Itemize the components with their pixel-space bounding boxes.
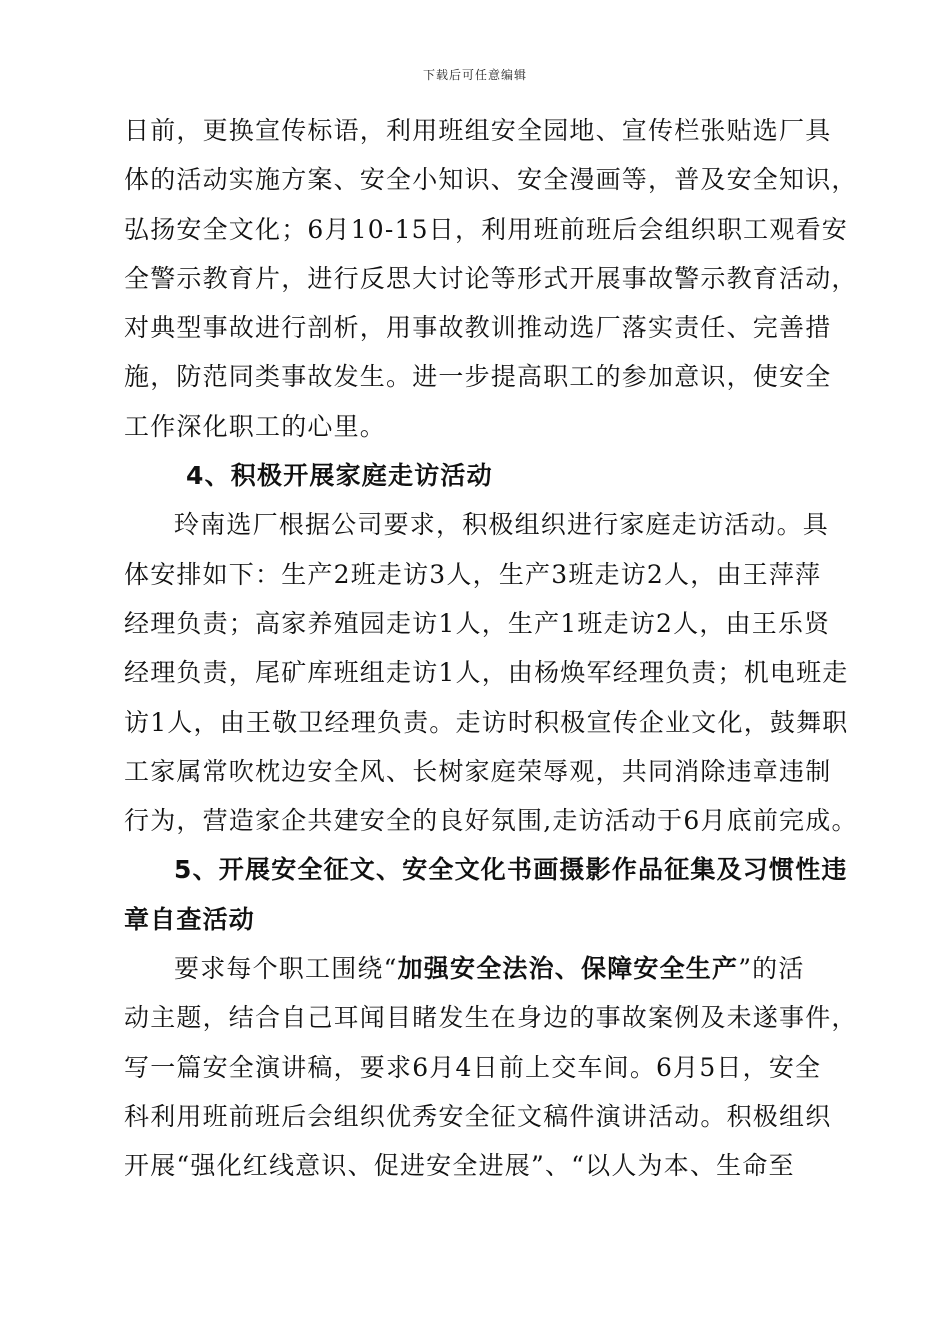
paragraph-line: 弘扬安全文化；6月10-15日，利用班前班后会组织职工观看安 (124, 214, 848, 244)
paragraph-line: 施，防范同类事故发生。进一步提高职工的参加意识，使安全 (124, 362, 832, 392)
paragraph-line: 玲南选厂根据公司要求，积极组织进行家庭走访活动。具 (174, 510, 830, 540)
header-note: 下载后可任意编辑 (422, 68, 527, 82)
paragraph-line: 体的活动实施方案、安全小知识、安全漫画等，普及安全知识， (124, 165, 858, 195)
paragraph-line: 经理负责；高家养殖园走访1人，生产1班走访2人，由王乐贤 (124, 608, 831, 638)
paragraph-line: 写一篇安全演讲稿，要求6月4日前上交车间。6月5日，安全 (124, 1052, 822, 1082)
paragraph-line: 日前，更换宣传标语，利用班组安全园地、宣传栏张贴选厂具 (124, 116, 832, 145)
paragraph-line: 行为，营造家企共建安全的良好氛围,走访活动于6月底前完成。 (124, 806, 858, 836)
section-heading-4: 4、积极开展家庭走访活动 (186, 461, 493, 491)
paragraph-line: 动主题，结合自己耳闻目睹发生在身边的事故案例及未遂事件， (124, 1003, 858, 1033)
activity-theme: 加强安全法治、保障安全生产 (397, 954, 739, 984)
body-text (124, 106, 858, 1191)
paragraph-line: 经理负责，尾矿库班组走访1人，由杨焕军经理负责；机电班走 (124, 658, 849, 688)
paragraph-text: ”的活 (738, 954, 805, 984)
paragraph-line: 开展“强化红线意识、促进安全进展”、“以人为本、生命至 (124, 1151, 795, 1181)
paragraph-text: 要求每个职工围绕“ (174, 954, 398, 984)
section-heading-5-continued: 章自查活动 (124, 904, 256, 934)
paragraph-line: 工家属常吹枕边安全风、长树家庭荣辱观，共同消除违章违制 (124, 756, 832, 786)
paragraph-line: 工作深化职工的心里。 (124, 411, 387, 441)
paragraph-line: 科利用班前班后会组织优秀安全征文稿件演讲活动。积极组织 (124, 1101, 832, 1131)
paragraph-line (124, 944, 844, 993)
paragraph-line: 体安排如下：生产2班走访3人，生产3班走访2人，由王萍萍 (124, 559, 822, 589)
paragraph-line: 访1人，由王敬卫经理负责。走访时积极宣传企业文化，鼓舞职 (124, 707, 849, 737)
paragraph-line: 全警示教育片，进行反思大讨论等形式开展事故警示教育活动， (124, 263, 858, 293)
section-heading-5: 5、开展安全征文、安全文化书画摄影作品征集及习惯性违 (174, 855, 848, 885)
paragraph-line: 对典型事故进行剖析，用事故教训推动选厂落实责任、完善措 (124, 313, 832, 343)
